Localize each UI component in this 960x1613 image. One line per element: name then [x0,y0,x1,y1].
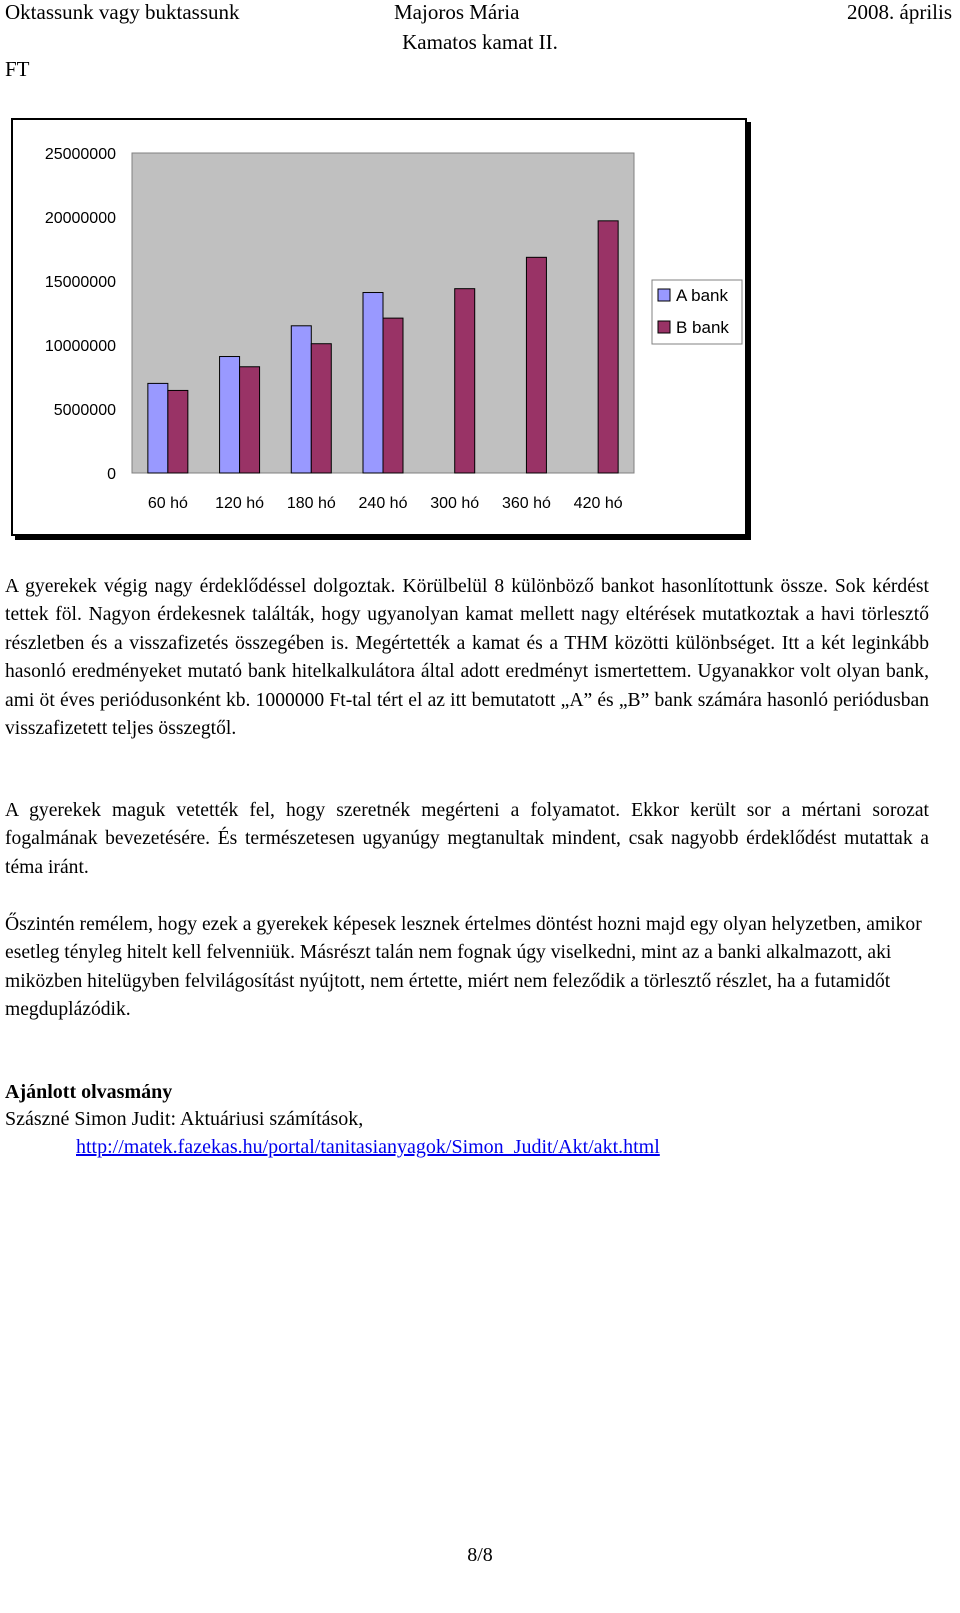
header-subtitle: Kamatos kamat II. [402,30,558,54]
bar-b-bank [598,221,618,473]
paragraph-2: A gyerekek maguk vetették fel, hogy szeretnék megérteni a folyamatot. Ekkor került sor a mértani sorozat fogalmának bevezetésére. És természetesen ugyanúgy megtanultak mindent, csak nagyobb érdeklődést mutattak a téma iránt. [5,800,929,878]
bar-a-bank [291,326,311,473]
reading-author: Szászné Simon Judit: Aktuáriusi számítások, [5,1108,364,1130]
unit-label: FT [5,57,30,81]
bar-b-bank [383,318,403,473]
bar-b-bank [455,289,475,473]
y-tick-label: 0 [107,466,116,483]
x-tick-label: 300 hó [430,495,480,512]
bar-chart [13,120,745,534]
y-tick-label: 25000000 [44,146,116,163]
y-tick-label: 15000000 [44,274,116,291]
reading-title: Ajánlott olvasmány [5,1081,173,1103]
legend-label: A bank [676,286,728,305]
paragraph-1: A gyerekek végig nagy érdeklődéssel dolgoztak. Körülbelül 8 különböző bankot hasonlítottunk össze. Sok kérdést tettek föl. Nagyon érdekesnek találták, hogy ugyanolyan kamat mellett nagy eltérések mutatkoztak a havi törlesztő részletben és a visszafizetés összegében is. Megértették a kamat és a THM közötti különbséget. Itt a két leginkább hasonló eredményeket mutató bank hitelkalkulátora által adott eredményt ismertettem. Ugyanakkor volt olyan bank, ami öt éves periódusonként kb. 1000000 Ft-tal tért el az itt bemutatott „A” és „B” bank számára hasonló periódusban visszafizetett teljes összegtől. [5,576,929,740]
header-left-title: Oktassunk vagy buktassunk [5,0,240,24]
y-tick-label: 20000000 [44,210,116,227]
bar-b-bank [168,390,188,473]
x-tick-label: 180 hó [286,495,336,512]
x-tick-label: 60 hó [147,495,188,512]
bar-b-bank [526,257,546,473]
header-date: 2008. április [847,0,952,24]
chart-frame [11,118,747,536]
legend-swatch [658,289,670,301]
legend-swatch [658,321,670,333]
bar-a-bank [220,357,240,473]
x-tick-label: 420 hó [573,495,623,512]
page-number: 8/8 [467,1544,493,1566]
bar-a-bank [148,383,168,473]
x-tick-label: 240 hó [358,495,408,512]
legend-label: B bank [676,318,729,337]
y-tick-label: 5000000 [53,402,116,419]
reading-link[interactable]: http://matek.fazekas.hu/portal/tanitasianyagok/Simon_Judit/Akt/akt.html [76,1136,660,1158]
header-author: Majoros Mária [394,0,520,24]
paragraph-3: Őszintén remélem, hogy ezek a gyerekek képesek lesznek értelmes döntést hozni majd egy olyan helyzetben, amikor esetleg tényleg hitelt kell felvenniük. Másrészt talán nem fognak úgy viselkedni, mint az a banki alkalmazott, aki miközben hitelügyben felvilágosítást nyújtott, nem értette, miért nem feleződik a törlesztő részlet, ha a futamidőt megduplázódik. [5,914,922,1021]
bar-a-bank [363,293,383,473]
x-tick-label: 120 hó [215,495,265,512]
bar-b-bank [311,344,331,473]
bar-b-bank [240,367,260,473]
x-tick-label: 360 hó [501,495,551,512]
y-tick-label: 10000000 [44,338,116,355]
